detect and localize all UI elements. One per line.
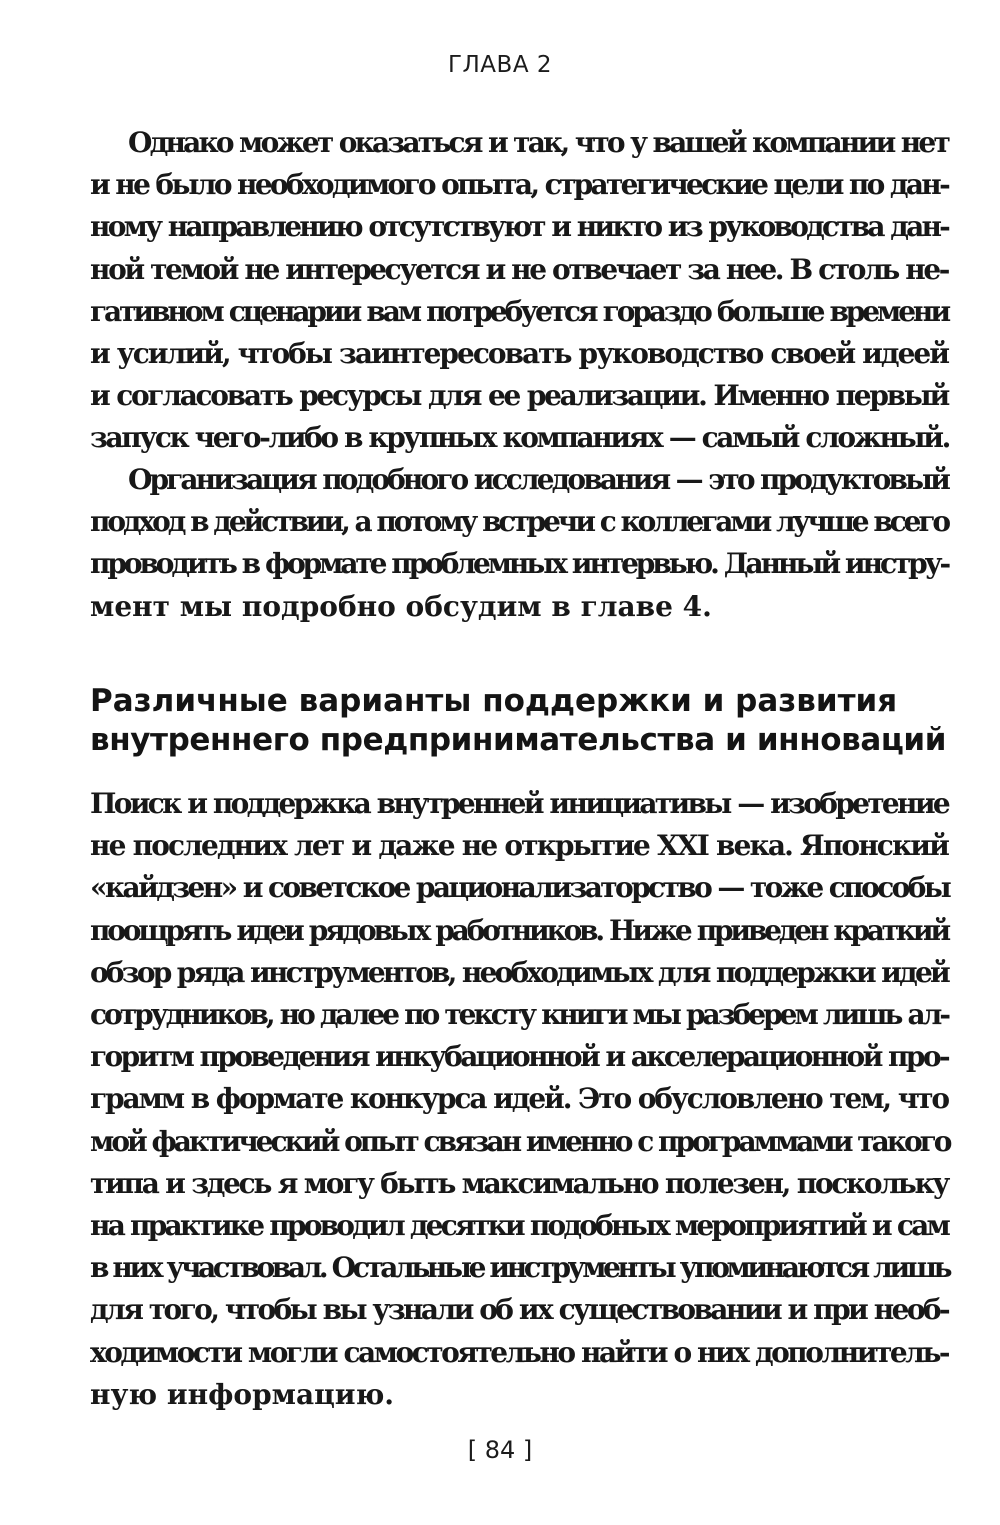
running-header: ГЛАВА 2 xyxy=(447,52,552,78)
text-line: и не было необходимого опыта, стратегические цели по дан- xyxy=(90,168,948,202)
text-line: сотрудников, но далее по тексту книги мы разберем лишь ал- xyxy=(90,998,948,1032)
text-line: и усилий, чтобы заинтересовать руководство своей идеей xyxy=(90,337,948,371)
text-line: ному направлению отсутствуют и никто из руководства дан- xyxy=(90,210,948,244)
paragraph-1 xyxy=(90,122,948,460)
page-number: [ 84 ] xyxy=(467,1436,533,1464)
text-line: в них участвовал. Остальные инструменты упоминаются лишь xyxy=(90,1251,950,1285)
text-line: на практике проводил десятки подобных мероприятий и сам xyxy=(90,1209,948,1243)
text-line: запуск чего-либо в крупных компаниях — самый сложный. xyxy=(90,421,949,455)
text-line: и согласовать ресурсы для ее реализации. Именно первый xyxy=(90,379,948,413)
heading-line: Различные варианты поддержки и развития xyxy=(90,683,898,719)
text-line: для того, чтобы вы узнали об их существовании и при необ- xyxy=(90,1293,948,1327)
text-line: типа и здесь я могу быть максимально полезен, поскольку xyxy=(90,1166,948,1200)
text-line: ходимости могли самостоятельно найти о них дополнитель- xyxy=(90,1335,948,1369)
heading-line: внутреннего предпринимательства и инноваций xyxy=(90,722,947,758)
text-line: горитм проведения инкубационной и акселерационной про- xyxy=(90,1040,948,1074)
text-line: Поиск и поддержка внутренней инициативы — изобретение xyxy=(90,787,948,820)
paragraph-2 xyxy=(90,459,948,628)
text-line: подход в действии, а потому встречи с коллегами лучше всего xyxy=(90,505,948,539)
text-line: проводить в формате проблемных интервью. Данный инстру- xyxy=(90,547,948,581)
text-line: поощрять идеи рядовых работников. Ниже приведен краткий xyxy=(90,913,948,947)
text-line: «кайдзен» и советское рационализаторство — тоже способы xyxy=(90,871,950,905)
text-line: Организация подобного исследования — это продуктовый xyxy=(128,463,948,496)
text-line: обзор ряда инструментов, необходимых для поддержки идей xyxy=(90,955,948,989)
text-line: гативном сценарии вам потребуется гораздо больше времени xyxy=(90,294,948,328)
text-line: мент мы подробно обсудим в главе 4. xyxy=(90,589,712,623)
text-line: ную информацию. xyxy=(90,1377,395,1411)
text-line: не последних лет и даже не открытие XXI века. Японский xyxy=(90,829,948,863)
paragraph-3 xyxy=(90,783,948,1416)
text-line: грамм в формате конкурса идей. Это обусловлено тем, что xyxy=(90,1082,948,1116)
text-line: мой фактический опыт связан именно с программами такого xyxy=(90,1124,950,1158)
text-line: Однако может оказаться и так, что у вашей компании нет xyxy=(128,126,948,159)
section-heading xyxy=(90,682,948,760)
text-line: ной темой не интересуется и не отвечает за нее. В столь не- xyxy=(90,252,948,286)
